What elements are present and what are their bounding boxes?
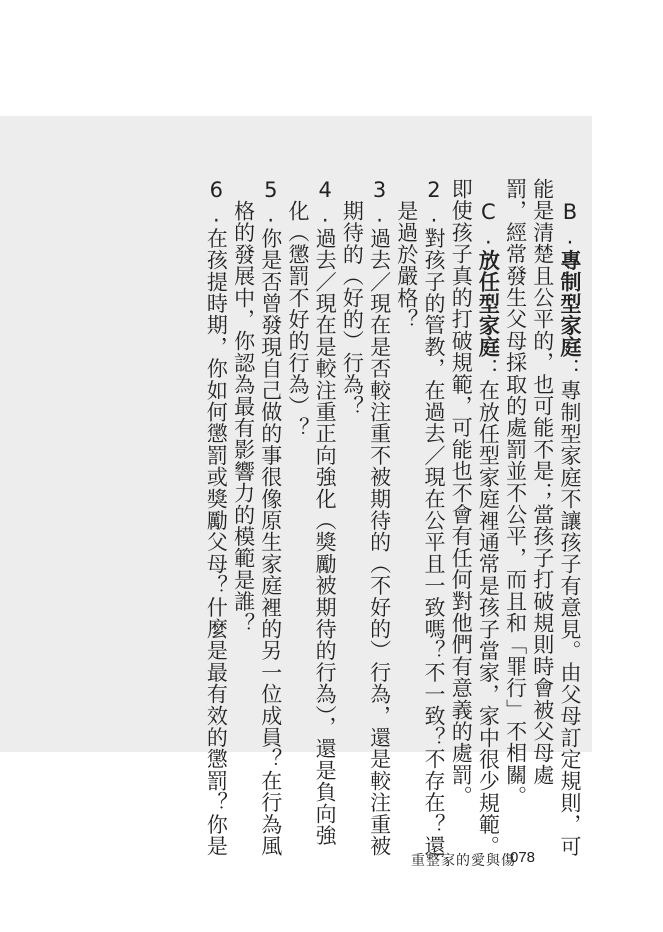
question-5-line-1: 5.你是否曾發現自己做的事很像原生家庭裡的另一位成員？在行為風 [258,178,283,857]
question-4-line-1: 4.過去／現在是較注重正向強化（獎勵被期待的行為），還是負向強 [313,178,338,847]
page-number: 078 [510,849,536,866]
section-c-text: ：在放任型家庭裡通常是孩子當家，家中很少規範。 [476,357,501,858]
book-title: 重整家的愛與傷 [411,853,516,869]
section-b-line-1 [556,178,583,858]
question-4-line-2: 化（懲罰不好的行為）？ [285,200,310,439]
section-b-label: B. [558,200,582,250]
section-b-line-2: 能是清楚且公平的，也可能不是；當孩子打破規則時會被父母處 [530,178,555,786]
question-3-line-1: 3.過去／現在是否較注重不被期待的（不好的）行為，還是較注重被 [367,178,392,857]
section-b-line-3: 罰，經常發生父母採取的處罰並不公平，而且和「罪行」不相關。 [503,178,528,808]
section-c-line-2: 即使孩子真的打破規範，可能也不會有任何對他們有意義的處罰。 [449,178,474,808]
question-6-line-1: 6.在孩提時期，你如何懲罰或獎勵父母？什麼是最有效的懲罰？你是 [204,178,229,857]
section-b-text: ：專制型家庭不讓孩子有意見。由父母訂定規則，可 [558,357,582,858]
question-2-line-1: 2.對孩子的管教，在過去／現在公平且一致嗎？不一致？不存在？還 [421,178,446,857]
question-5-line-2: 格的發展中，你認為最有影響力的模範是誰？ [231,200,256,634]
section-c-label: C. [476,200,501,250]
section-c-title: 放任型家庭 [476,249,501,358]
section-b-title: 專制型家庭 [558,249,582,358]
question-3-line-2: 期待的（好的）行為？ [340,200,365,417]
section-c-line-1 [474,178,501,858]
question-2-line-2: 是過於嚴格？ [394,200,419,331]
